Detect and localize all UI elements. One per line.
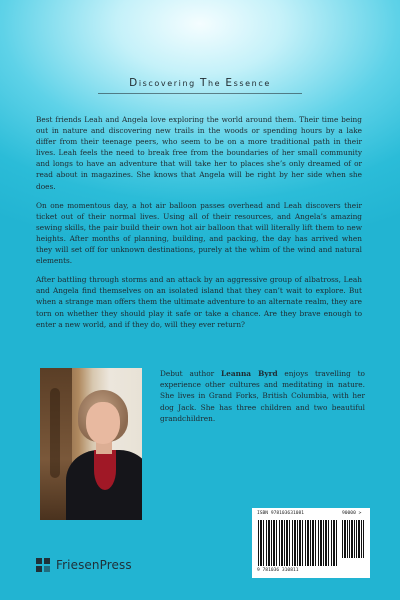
barcode-bars xyxy=(258,520,338,566)
book-title: Discovering The Essence xyxy=(129,77,271,89)
isbn-barcode xyxy=(252,508,370,578)
isbn-label: ISBN 978103631081 xyxy=(257,511,305,516)
isbn-number: 9 781036 310811 xyxy=(257,568,299,573)
author-photo xyxy=(40,368,142,520)
blurb-paragraph: On one momentous day, a hot air balloon passes overhead and Leah discovers their ticket out of their normal lives. Using all of their resources, and Angela’s amazing sewing skills, the pair build their own hot air balloon that will literally lift them to new heights. After months of planning, building, and packing, the day has arrived when they will set off for unknown destinations, purely at the whim of the wind and natural elements. xyxy=(36,200,362,266)
blurb-paragraph: After battling through storms and an attack by an aggressive group of albatross, Leah and Angela find themselves on an isolated island that they can’t wait to explore. But when a strange man offers them the ultimate adventure to an alternate realm, they are torn on whether they should play it safe or take a chance. Are they brave enough to enter a new world, and if they do, will they ever return? xyxy=(36,275,362,329)
publisher-mark-icon xyxy=(36,558,50,572)
title-underline xyxy=(98,93,302,94)
publisher-name: FriesenPress xyxy=(56,558,132,572)
price-code: 90000 > xyxy=(342,511,362,516)
publisher-logo xyxy=(36,556,132,574)
blurb-paragraph: Best friends Leah and Angela love exploring the world around them. Their time being out in nature and discovering new trails in the woods or spending hours by a lake differ from their teenage peers, who seem to be on a more traditional path in their lives. Leah feels the need to break free from the boundaries of her small community and longs to have an adventure that will take her to places she’s only dreamed of or read about in magazines. She knows that Angela will be right by her side when she does. xyxy=(36,115,362,191)
barcode-addon-bars xyxy=(342,520,364,558)
book-blurb xyxy=(36,114,362,338)
author-bio: Debut author Leanna Byrd enjoys travelling to experience other cultures and meditating in nature. She lives in Grand Forks, British Columbia, with her dog Jack. She has three children and two beautiful grandchildren. xyxy=(160,369,365,423)
author-name: Leanna Byrd xyxy=(221,369,278,378)
